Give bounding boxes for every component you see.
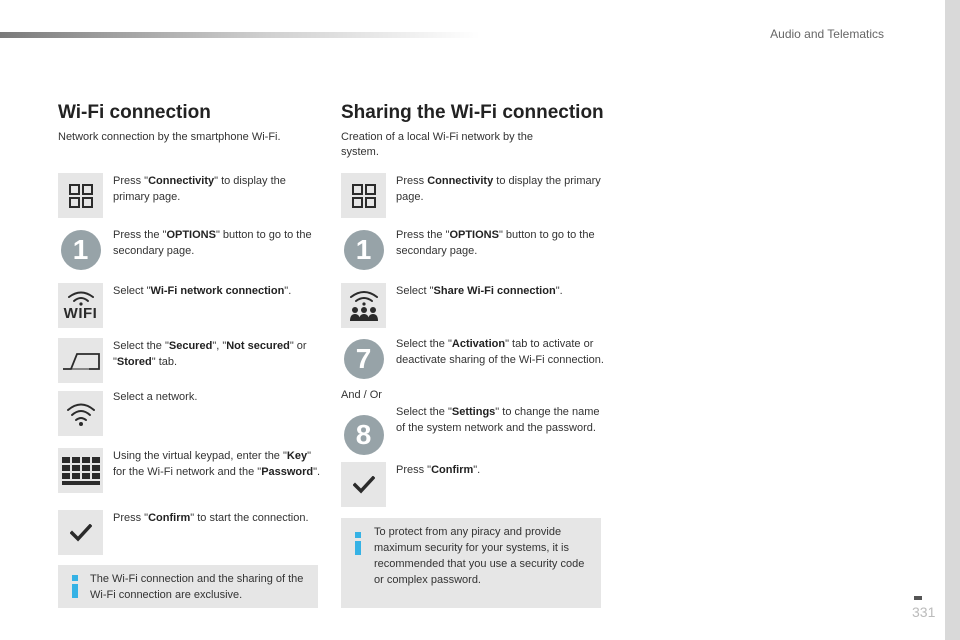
step-text: Press "Connectivity" to display the primary page. <box>113 175 286 203</box>
checkmark-icon <box>58 510 103 555</box>
step-text: Press Connectivity to display the primary page. <box>396 175 601 203</box>
page-side-strip <box>945 0 960 640</box>
step-text: Select a network. <box>113 391 198 403</box>
info-icon <box>72 575 78 598</box>
number-1-icon: 1 <box>341 227 386 272</box>
tab-icon <box>58 338 103 383</box>
wifi-icon <box>58 391 103 436</box>
step-text: Press the "OPTIONS" button to go to the secondary page. <box>113 229 312 257</box>
grid-icon <box>341 173 386 218</box>
header-gradient-bar <box>0 32 480 38</box>
step-text: Select "Wi-Fi network connection". <box>113 285 292 297</box>
step-text: Using the virtual keypad, enter the "Key" for the Wi-Fi network and the "Password". <box>113 450 321 478</box>
info-note <box>341 518 601 608</box>
number-7-icon: 7 <box>341 336 386 381</box>
grid-icon <box>58 173 103 218</box>
step-text: Select "Share Wi-Fi connection". <box>396 285 563 297</box>
chapter-title: Audio and Telematics <box>770 27 884 41</box>
step-text: Select the "Secured", "Not secured" or "Stored" tab. <box>113 340 307 368</box>
step-text: Select the "Settings" to change the name of the system network and the password. <box>396 406 600 434</box>
section-intro: Creation of a local Wi-Fi network by the system. <box>341 131 533 158</box>
checkmark-icon <box>341 462 386 507</box>
info-icon <box>355 532 361 555</box>
section-intro: Network connection by the smartphone Wi-Fi. <box>58 131 281 143</box>
step-text: Press "Confirm". <box>396 464 481 476</box>
page-marker <box>914 596 922 600</box>
wifi-text-icon: WIFI <box>58 283 103 328</box>
page-number: 331 <box>912 604 936 620</box>
step-text: Press the "OPTIONS" button to go to the secondary page. <box>396 229 595 257</box>
step-text: Select the "Activation" tab to activate or deactivate sharing of the Wi-Fi connection. <box>396 338 604 366</box>
section-title-wifi-connection: Wi-Fi connection <box>58 102 211 123</box>
step-text: Press "Confirm" to start the connection. <box>113 512 309 524</box>
wifi-share-icon <box>341 283 386 328</box>
info-note-text: To protect from any piracy and provide maximum security for your systems, it is recommended that you use a security code or complex password. <box>374 526 585 586</box>
info-note-text: The Wi-Fi connection and the sharing of the Wi-Fi connection are exclusive. <box>90 573 304 601</box>
number-1-icon: 1 <box>58 227 103 272</box>
section-title-sharing-wifi: Sharing the Wi-Fi connection <box>341 102 604 123</box>
info-note <box>58 565 318 608</box>
number-8-icon: 8 <box>341 412 386 457</box>
keypad-icon <box>58 448 103 493</box>
and-or-label: And / Or <box>341 389 382 401</box>
